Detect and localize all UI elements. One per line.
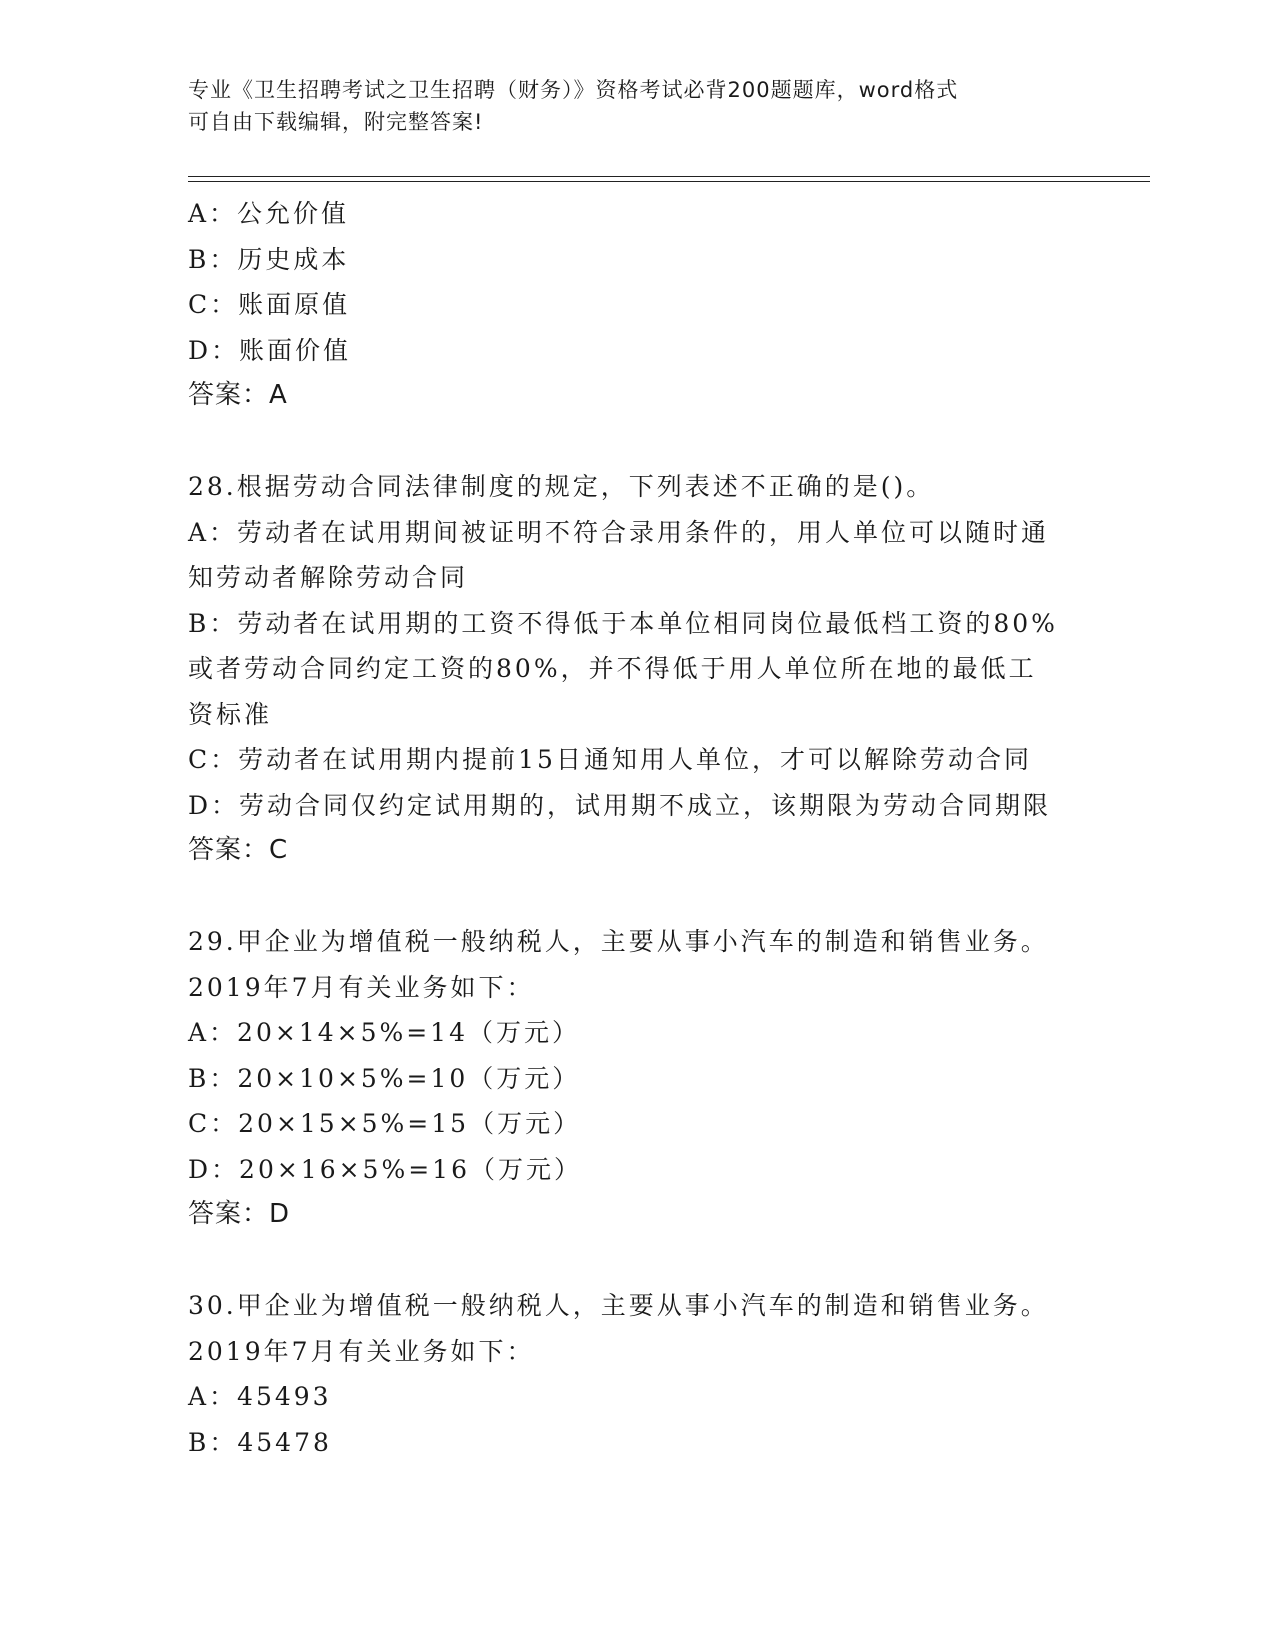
option-b: B：劳动者在试用期的工资不得低于本单位相同岗位最低档工资的80% <box>188 608 1058 638</box>
question-29 <box>188 919 1088 1238</box>
answer-line: 答案：A <box>188 380 288 410</box>
option-d: D：劳动合同仅约定试用期的，试用期不成立，该期限为劳动合同期限 <box>188 790 1052 820</box>
header-line-1: 专业《卫生招聘考试之卫生招聘（财务）》资格考试必背200题题库，word格式 <box>188 78 959 102</box>
question-28 <box>188 464 1088 874</box>
option-b-continued: 或者劳动合同约定工资的80%，并不得低于用人单位所在地的最低工 <box>188 654 1037 683</box>
option-b: B：20×10×5%=10（万元） <box>188 1063 581 1093</box>
option-a: A：劳动者在试用期间被证明不符合录用条件的，用人单位可以随时通 <box>188 517 1050 547</box>
question-list <box>188 191 1088 1465</box>
answer-line: 答案：C <box>188 835 289 865</box>
option-c: C：账面原值 <box>188 290 351 319</box>
option-a-continued: 知劳动者解除劳动合同 <box>188 563 469 592</box>
option-a: A：45493 <box>188 1382 332 1411</box>
option-b: B：历史成本 <box>188 244 350 274</box>
header-divider-bottom <box>188 181 1150 182</box>
question-text-continued: 2019年7月有关业务如下： <box>188 972 535 1002</box>
header-divider-top <box>188 176 1150 177</box>
option-c: C：劳动者在试用期内提前15日通知用人单位，才可以解除劳动合同 <box>188 745 1032 774</box>
question-text: 28.根据劳动合同法律制度的规定，下列表述不正确的是()。 <box>188 472 935 501</box>
option-c: C：20×15×5%=15（万元） <box>188 1109 582 1138</box>
option-a: A：20×14×5%=14（万元） <box>188 1018 580 1047</box>
question-spacer <box>188 874 1088 920</box>
question-text: 30.甲企业为增值税一般纳税人，主要从事小汽车的制造和销售业务。 <box>188 1291 1049 1320</box>
option-d: D：20×16×5%=16（万元） <box>188 1154 582 1184</box>
question-27 <box>188 191 1088 419</box>
question-30 <box>188 1283 1088 1465</box>
header-line-2: 可自由下载编辑，附完整答案! <box>188 110 484 134</box>
question-spacer <box>188 1238 1088 1284</box>
question-text-continued: 2019年7月有关业务如下： <box>188 1336 535 1366</box>
question-spacer <box>188 419 1088 465</box>
option-a: A：公允价值 <box>188 199 350 228</box>
question-text: 29.甲企业为增值税一般纳税人，主要从事小汽车的制造和销售业务。 <box>188 927 1049 956</box>
option-b-continued: 资标准 <box>188 699 273 729</box>
answer-line: 答案：D <box>188 1199 291 1229</box>
document-header <box>188 74 1088 138</box>
option-b: B：45478 <box>188 1427 332 1457</box>
option-d: D：账面价值 <box>188 335 352 365</box>
